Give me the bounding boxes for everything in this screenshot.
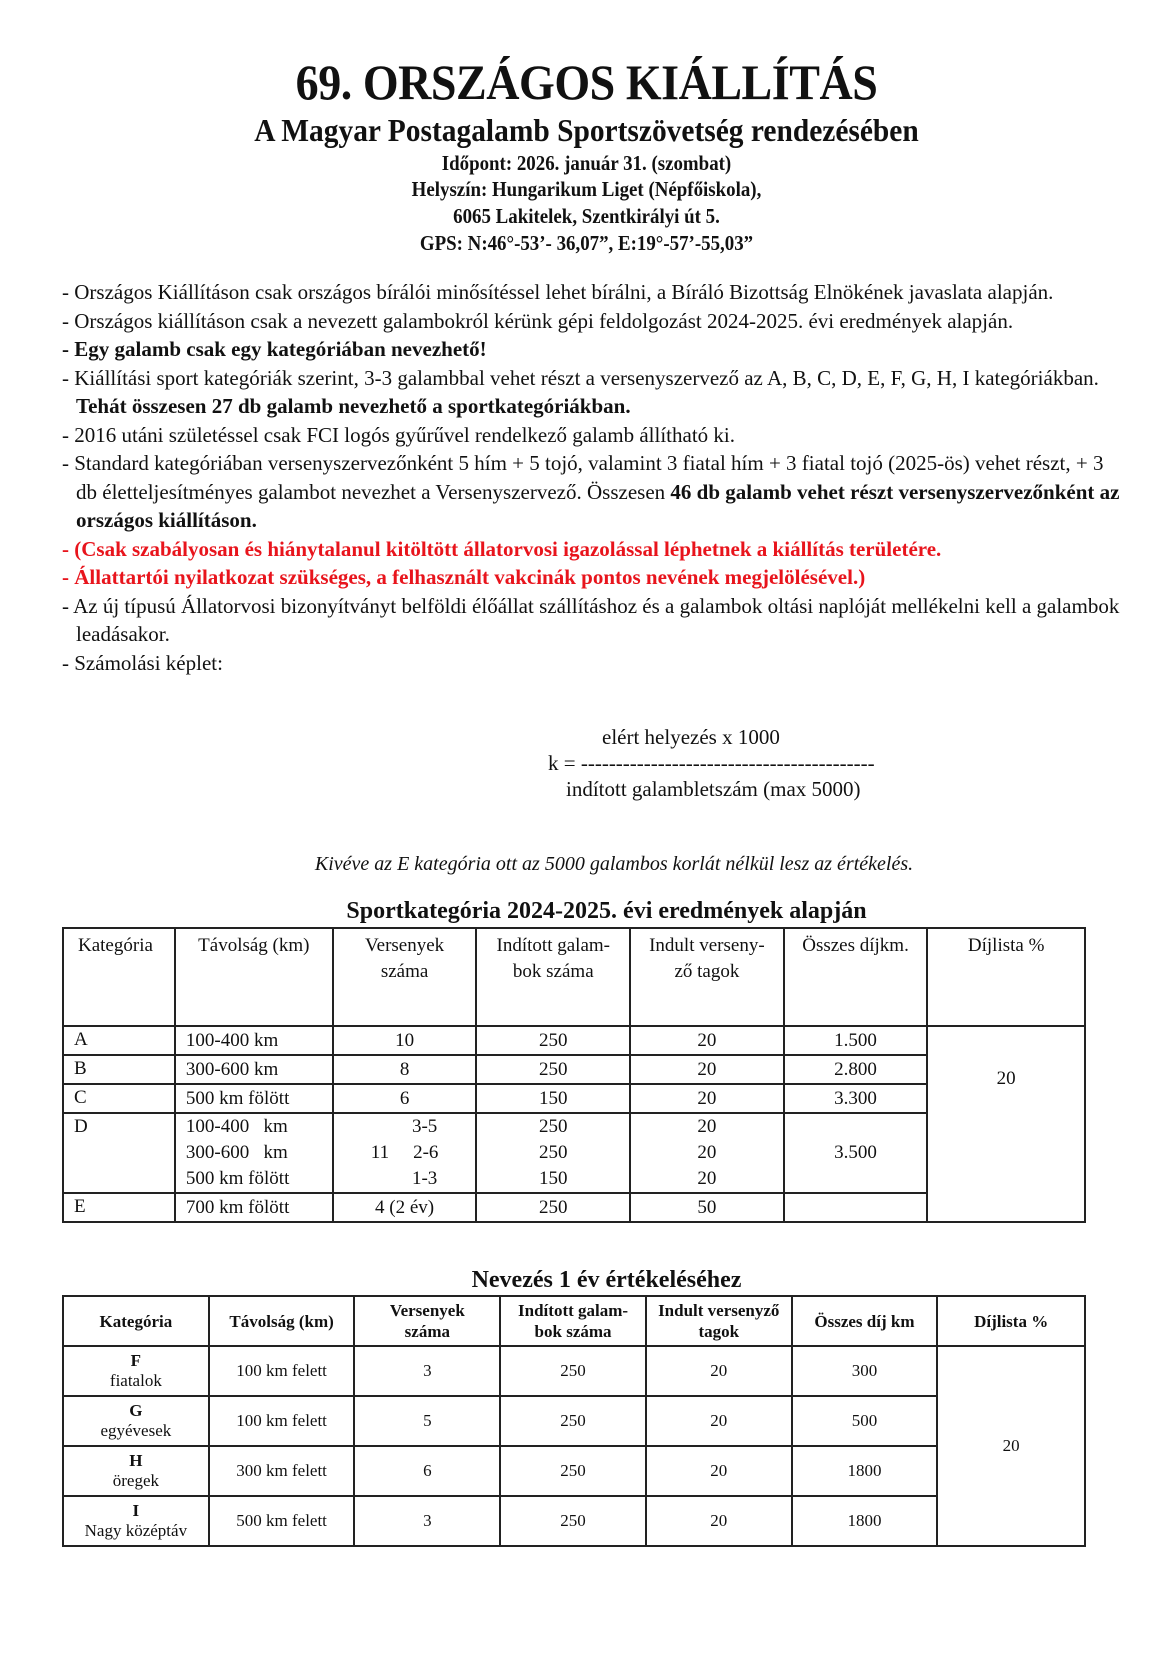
cell-category — [63, 1446, 209, 1496]
page-subtitle: A Magyar Postagalamb Sportszövetség rendezésében — [254, 112, 919, 148]
cell-pigeons: 250 — [476, 1026, 630, 1055]
event-venue: Helyszín: Hungarikum Liget (Népfőiskola), — [411, 177, 762, 201]
cell-prize-km: 1800 — [792, 1496, 938, 1546]
formula-denominator: indított galambletszám (max 5000) — [566, 777, 861, 801]
table2-title: Nevezés 1 év értékeléséhez — [471, 1267, 742, 1293]
members-line: 20 — [697, 1116, 717, 1137]
cell-category — [63, 1396, 209, 1446]
cell-prize-km: 3.300 — [784, 1084, 928, 1113]
cell-dijlista: 20 — [927, 1026, 1085, 1222]
cell-prize-km: 1.500 — [784, 1026, 928, 1055]
cell-category: D — [63, 1113, 175, 1193]
cell-races: 6 — [333, 1084, 477, 1113]
rule-item — [62, 364, 1122, 421]
event-gps: GPS: N:46°-53’- 36,07”, E:19°-57’-55,03” — [419, 231, 754, 255]
column-header: Indult versenyző tagok — [646, 1296, 792, 1346]
category-label: egyévesek — [100, 1421, 172, 1440]
members-line: 20 — [697, 1168, 717, 1189]
rule-emphasis: 46 db galamb vehet részt versenyszervezőnként az országos kiállításon. — [76, 479, 1120, 532]
column-header: Indított galam- bok száma — [500, 1296, 646, 1346]
races-line — [334, 1140, 476, 1166]
cell-distance: 700 km fölött — [175, 1193, 333, 1222]
table-row — [63, 1446, 1085, 1496]
cell-members: 20 — [630, 1026, 784, 1055]
cell-members: 20 — [646, 1496, 792, 1546]
page-title: 69. ORSZÁGOS KIÁLLÍTÁS — [295, 54, 878, 110]
cell-distance: 300-600 km — [175, 1055, 333, 1084]
cell-pigeons: 250 — [476, 1193, 630, 1222]
column-header: Versenyek száma — [354, 1296, 500, 1346]
cell-pigeons: 250 — [500, 1396, 646, 1446]
column-header: Díjlista % — [927, 928, 1085, 1026]
cell-members: 20 — [646, 1346, 792, 1396]
column-header: Indított galam- bok száma — [476, 928, 630, 1026]
cell-pigeons: 150 — [476, 1084, 630, 1113]
category-letter: I — [132, 1501, 140, 1520]
distance-line: 500 km fölött — [185, 1168, 290, 1189]
cell-prize-km — [784, 1193, 928, 1222]
one-year-entry-table — [62, 1295, 1086, 1547]
category-letter: F — [130, 1351, 142, 1370]
cell-prize-km: 1800 — [792, 1446, 938, 1496]
cell-prize-km: 3.500 — [784, 1113, 928, 1193]
cell-prize-km: 500 — [792, 1396, 938, 1446]
column-header: Versenyek száma — [333, 928, 477, 1026]
rule-text: - Kiállítási sport kategóriák szerint, 3-3 galambbal vehet részt a versenyszervező az A, B, C, D, E, F, G, H, I kategóriákban. — [62, 365, 1099, 390]
table-header-row — [63, 1296, 1085, 1346]
rule-emphasis: Tehát összesen 27 db galamb nevezhető a sportkategóriákban. — [76, 394, 631, 418]
distance-line: 100-400 km — [185, 1116, 288, 1137]
cell-distance: 100 km felett — [209, 1346, 355, 1396]
column-header: Összes díjkm. — [784, 928, 928, 1026]
pigeons-line: 250 — [539, 1142, 568, 1163]
cell-category: B — [63, 1055, 175, 1084]
cell-members — [630, 1113, 784, 1193]
column-header: Összes díj km — [792, 1296, 938, 1346]
rule-text: - Standard kategóriában versenyszervezőnként 5 hím + 5 tojó, valamint 3 fiatal hím + 3 fiatal tojó (2025-ös) vehet részt, + 3 db életteljesítményes galambot nevezhet a Versenyszervező. Összesen — [62, 451, 1104, 504]
cell-category: A — [63, 1026, 175, 1055]
cell-distance: 500 km fölött — [175, 1084, 333, 1113]
event-date: Időpont: 2026. január 31. (szombat) — [441, 151, 732, 175]
cell-members: 20 — [646, 1396, 792, 1446]
table-row — [63, 1026, 1085, 1055]
cell-dijlista: 20 — [937, 1346, 1085, 1546]
cell-members: 20 — [630, 1055, 784, 1084]
cell-races — [333, 1113, 477, 1193]
rule-item: - 2016 utáni születéssel csak FCI logós gyűrűvel rendelkező galamb állítható ki. — [62, 422, 736, 447]
cell-category — [63, 1496, 209, 1546]
rule-item: - Számolási képlet: — [62, 650, 223, 675]
cell-distance — [175, 1113, 333, 1193]
category-label: öregek — [112, 1471, 159, 1490]
cell-pigeons: 250 — [476, 1055, 630, 1084]
cell-members: 20 — [630, 1084, 784, 1113]
table1-title: Sportkategória 2024-2025. évi eredmények alapján — [346, 898, 867, 924]
cell-races: 3 — [354, 1496, 500, 1546]
cell-category: C — [63, 1084, 175, 1113]
cell-distance: 100 km felett — [209, 1396, 355, 1446]
category-letter: G — [129, 1401, 143, 1420]
cell-races: 8 — [333, 1055, 477, 1084]
cell-category: E — [63, 1193, 175, 1222]
races-line: 3-5 — [411, 1116, 438, 1137]
category-label: fiatalok — [109, 1371, 162, 1390]
rule-warning: - (Csak szabályosan és hiánytalanul kitöltött állatorvosi igazolással léphetnek a kiállítás területére. — [62, 536, 942, 561]
cell-races: 10 — [333, 1026, 477, 1055]
table-row — [63, 1346, 1085, 1396]
pigeons-line: 250 — [539, 1116, 568, 1137]
table-row — [63, 1496, 1085, 1546]
table-row — [63, 1396, 1085, 1446]
members-line: 20 — [697, 1142, 717, 1163]
rule-item: - Az új típusú Állatorvosi bizonyítványt belföldi élőállat szállításhoz és a galambok oltási naplóját mellékelni kell a galambok leadásakor. — [62, 593, 1120, 646]
cell-prize-km: 2.800 — [784, 1055, 928, 1084]
column-header: Távolság (km) — [175, 928, 333, 1026]
rule-warning: - Állattartói nyilatkozat szükséges, a felhasznált vakcinák pontos nevének megjelölésével.) — [62, 565, 866, 589]
races-line: 1-3 — [411, 1168, 438, 1189]
column-header: Indult verseny- ző tagok — [630, 928, 784, 1026]
cell-members: 20 — [646, 1446, 792, 1496]
races-total: 11 — [370, 1142, 390, 1163]
cell-members: 50 — [630, 1193, 784, 1222]
rule-item: - Országos Kiállításon csak országos bírálói minősítéssel lehet bírálni, a Bíráló Bizottság Elnökének javaslata alapján. — [62, 280, 1054, 304]
cell-pigeons: 250 — [500, 1346, 646, 1396]
cell-pigeons: 250 — [500, 1496, 646, 1546]
distance-line: 300-600 km — [185, 1142, 288, 1163]
formula-numerator: elért helyezés x 1000 — [602, 725, 780, 749]
races-range: 2-6 — [413, 1142, 439, 1163]
cell-races: 4 (2 év) — [333, 1193, 477, 1222]
column-header: Kategória — [63, 1296, 209, 1346]
formula-fraction-line: k = ------------------------------------------ — [548, 751, 875, 775]
cell-pigeons — [476, 1113, 630, 1193]
pigeons-line: 150 — [539, 1168, 568, 1189]
cell-distance: 300 km felett — [209, 1446, 355, 1496]
sport-category-table — [62, 927, 1086, 1223]
cell-races: 6 — [354, 1446, 500, 1496]
cell-prize-km: 300 — [792, 1346, 938, 1396]
cell-races: 3 — [354, 1346, 500, 1396]
cell-category — [63, 1346, 209, 1396]
column-header: Kategória — [63, 928, 175, 1026]
column-header: Díjlista % — [937, 1296, 1085, 1346]
rule-item: - Egy galamb csak egy kategóriában nevezhető! — [62, 337, 487, 361]
event-address: 6065 Lakitelek, Szentkirályi út 5. — [453, 204, 720, 228]
column-header: Távolság (km) — [209, 1296, 355, 1346]
table-header-row — [63, 928, 1085, 1026]
cell-pigeons: 250 — [500, 1446, 646, 1496]
rules-list — [62, 278, 1122, 677]
category-letter: H — [129, 1451, 143, 1470]
formula-note: Kivéve az E kategória ott az 5000 galambos korlát nélkül lesz az értékelés. — [314, 853, 914, 875]
rule-item — [62, 449, 1122, 535]
cell-distance: 100-400 km — [175, 1026, 333, 1055]
cell-races: 5 — [354, 1396, 500, 1446]
cell-distance: 500 km felett — [209, 1496, 355, 1546]
rule-item: - Országos kiállításon csak a nevezett galambokról kérünk gépi feldolgozást 2024-2025. évi eredmények alapján. — [62, 308, 1014, 333]
category-label: Nagy középtáv — [84, 1521, 188, 1540]
